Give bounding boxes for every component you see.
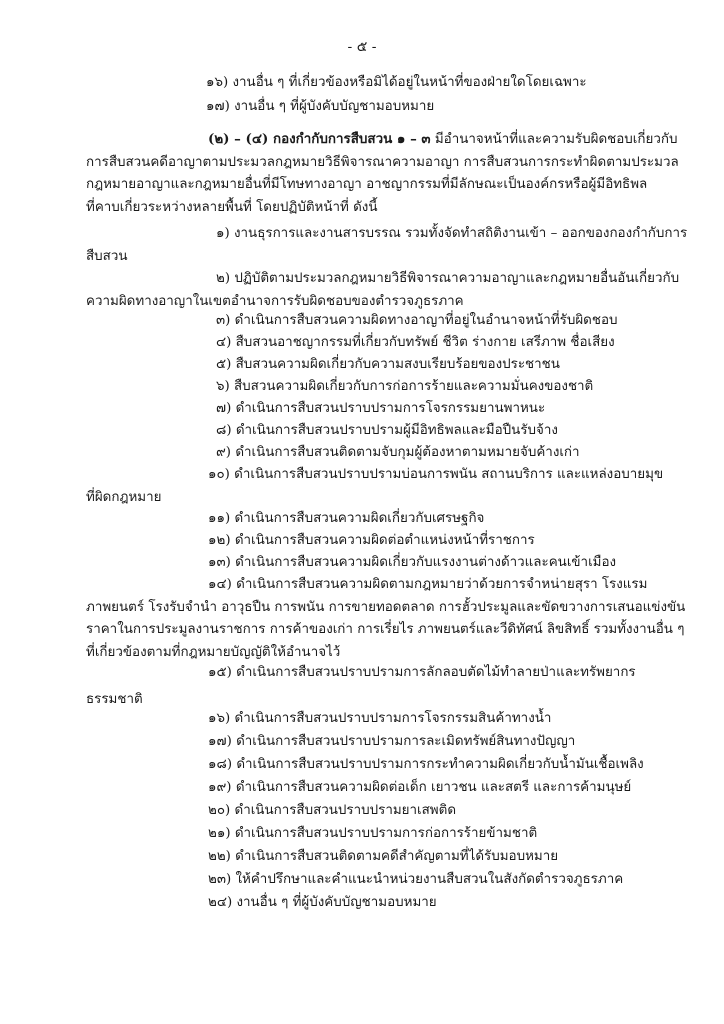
- item-text: งานอื่น ๆ ที่ผู้บังคับบัญชามอบหมาย: [234, 99, 435, 114]
- item-text: งานธุรการและงานสารบรรณ รวมทั้งจัดทำสถิติงานเข้า – ออกของกองกำกับการ: [234, 226, 688, 241]
- list-item: [86, 464, 664, 509]
- item-number: ๗): [216, 401, 232, 416]
- list-item: [86, 223, 688, 268]
- list-item: [216, 442, 580, 465]
- section-heading: (๒) – (๔) กองกำกับการสืบสวน ๑ – ๓: [208, 131, 431, 147]
- item-number: ๑): [216, 226, 230, 241]
- section-intro-line: กฎหมายอาญาและกฎหมายอื่นที่มีโทษทางอาญา อาชญากรรมที่มีลักษณะเป็นองค์กรหรือผู้มีอิทธิพล: [86, 177, 648, 193]
- item-continuation: ที่ผิดกฎหมาย: [86, 489, 162, 505]
- item-text: งานอื่น ๆ ที่ผู้บังคับบัญชามอบหมาย: [236, 895, 437, 910]
- list-item: [208, 892, 437, 915]
- list-item: [206, 72, 587, 95]
- item-text: สืบสวนความผิดเกี่ยวกับความสงบเรียบร้อยของประชาชน: [235, 357, 560, 372]
- item-number: ๑๔): [208, 577, 232, 592]
- list-item: [216, 332, 615, 355]
- list-item: [208, 708, 551, 731]
- item-number: ๑๖): [208, 711, 231, 726]
- item-text: ให้คำปรึกษาและคำแนะนำหน่วยงานสืบสวนในสังกัดตำรวจภูธรภาค: [235, 872, 624, 887]
- item-number: ๒๓): [208, 872, 232, 887]
- item-text: ดำเนินการสืบสวนติดตามจับกุมผู้ต้องหาตามหมายจับค้างเก่า: [235, 445, 580, 460]
- item-text: สืบสวนความผิดเกี่ยวกับการก่อการร้ายและความมั่นคงของชาติ: [234, 379, 594, 394]
- item-text: ปฏิบัติตามประมวลกฎหมายวิธีพิจารณาความอาญาและกฎหมายอื่นอันเกี่ยวกับ: [234, 271, 680, 286]
- item-text: ดำเนินการสืบสวนปราบปรามยาเสพติด: [234, 803, 457, 818]
- item-number: ๔): [216, 335, 232, 350]
- section-intro-line: ที่คาบเกี่ยวระหว่างหลายพื้นที่ โดยปฏิบัติหน้าที่ ดังนี้: [86, 199, 378, 215]
- list-item: [86, 662, 652, 711]
- list-item: [86, 574, 686, 664]
- item-text: ดำเนินการสืบสวนความผิดเกี่ยวกับเศรษฐกิจ: [234, 511, 485, 526]
- item-text: ดำเนินการสืบสวนความผิดตามกฎหมายว่าด้วยการจำหน่ายสุรา โรงแรม: [236, 577, 648, 592]
- list-item: [216, 376, 593, 399]
- list-item: [208, 530, 535, 553]
- item-number: ๑๙): [208, 780, 232, 795]
- item-number: ๑๗): [208, 734, 232, 749]
- list-item: [208, 552, 616, 575]
- item-text: ดำเนินการสืบสวนปราบปรามผู้มีอิทธิพลและมือปืนรับจ้าง: [235, 423, 558, 438]
- item-number: ๑๖): [206, 75, 229, 90]
- item-text: ดำเนินการสืบสวนปราบปรามการกระทำความผิดเกี่ยวกับน้ำมันเชื้อเพลิง: [236, 757, 644, 772]
- list-item: [216, 310, 618, 333]
- list-item: [208, 508, 484, 531]
- item-text: ดำเนินการสืบสวนปราบปรามการลักลอบตัดไม้ทำลายป่าและทรัพยากร: [236, 665, 636, 680]
- item-text: ดำเนินการสืบสวนความผิดทางอาญาที่อยู่ในอำนาจหน้าที่รับผิดชอบ: [234, 313, 618, 328]
- item-text: ดำเนินการสืบสวนปราบปรามการโจรกรรมยานพาหนะ: [235, 401, 546, 416]
- item-text: ดำเนินการสืบสวนปราบปรามการละเมิดทรัพย์สินทางปัญญา: [236, 734, 576, 749]
- list-item: [216, 354, 560, 377]
- item-number: ๑๘): [208, 757, 233, 772]
- item-continuation: ที่เกี่ยวข้องตามที่กฎหมายบัญญัติให้อำนาจไว้: [86, 644, 341, 660]
- item-continuation: ราคาในการประมูลงานราชการ การค้าของเก่า การเรี่ยไร ภาพยนตร์และวีดิทัศน์ ลิขสิทธิ์ รวมทั้งงานอื่น ๆ: [86, 622, 685, 638]
- section-intro-line: การสืบสวนคดีอาญาตามประมวลกฎหมายวิธีพิจารณาความอาญา การสืบสวนการกระทำผิดตามประมวล: [86, 154, 679, 170]
- item-number: ๒๔): [208, 895, 233, 910]
- item-number: ๙): [216, 445, 232, 460]
- item-text: ดำเนินการสืบสวนความผิดต่อตำแหน่งหน้าที่ราชการ: [234, 533, 535, 548]
- section-intro-first: มีอำนาจหน้าที่และความรับผิดชอบเกี่ยวกับ: [430, 132, 678, 147]
- item-text: ดำเนินการสืบสวนปราบปรามบ่อนการพนัน สถานบริการ และแหล่งอบายมุข: [234, 467, 664, 482]
- item-continuation: ธรรมชาติ: [86, 691, 143, 707]
- item-text: ดำเนินการสืบสวนติดตามคดีสำคัญตามที่ได้รับมอบหมาย: [235, 849, 559, 864]
- item-text: ดำเนินการสืบสวนความผิดต่อเด็ก เยาวชน และสตรี และการค้ามนุษย์: [235, 780, 632, 795]
- item-number: ๑๓): [208, 555, 231, 570]
- list-item: [206, 96, 434, 119]
- item-text: งานอื่น ๆ ที่เกี่ยวข้องหรือมิได้อยู่ในหน้าที่ของฝ่ายใดโดยเฉพาะ: [232, 75, 587, 90]
- item-number: ๑๗): [206, 99, 230, 114]
- list-item: [86, 268, 680, 313]
- item-number: ๒๐): [208, 803, 231, 818]
- list-item: [208, 869, 623, 892]
- item-number: ๑๐): [208, 467, 230, 482]
- list-item: [208, 777, 631, 800]
- item-continuation: สืบสวน: [86, 248, 128, 264]
- item-number: ๑๕): [208, 665, 232, 680]
- list-item: [208, 846, 558, 869]
- list-item: [216, 398, 545, 421]
- list-item: [208, 800, 456, 823]
- item-continuation: ภาพยนตร์ โรงรับจำนำ อาวุธปืน การพนัน การขายทอดตลาด การฮั้วประมูลและขัดขวางการเสนอแข่งขัน: [86, 599, 686, 615]
- item-number: ๘): [216, 423, 232, 438]
- list-item: [216, 420, 558, 443]
- list-item: [208, 731, 575, 754]
- item-text: ดำเนินการสืบสวนปราบปรามการโจรกรรมสินค้าทางน้ำ: [234, 711, 552, 726]
- item-text: ดำเนินการสืบสวนความผิดเกี่ยวกับแรงงานต่างด้าวและคนเข้าเมือง: [235, 555, 617, 570]
- item-text: ดำเนินการสืบสวนปราบปรามการก่อการร้ายข้ามชาติ: [234, 826, 538, 841]
- item-number: ๒): [216, 271, 231, 286]
- item-number: ๑๑): [208, 511, 231, 526]
- item-number: ๓): [216, 313, 231, 328]
- item-number: ๒๒): [208, 849, 231, 864]
- item-number: ๕): [216, 357, 232, 372]
- item-text: สืบสวนอาชญากรรมที่เกี่ยวกับทรัพย์ ชีวิต ร่างกาย เสรีภาพ ชื่อเสียง: [235, 335, 615, 350]
- list-item: [208, 754, 644, 777]
- item-number: ๑๒): [208, 533, 231, 548]
- list-item: [208, 823, 537, 846]
- item-number: ๖): [216, 379, 230, 394]
- section-intro: [86, 128, 679, 219]
- item-continuation: ความผิดทางอาญาในเขตอำนาจการรับผิดชอบของตำรวจภูธรภาค: [86, 293, 464, 309]
- item-number: ๒๑): [208, 826, 231, 841]
- page-number: - ๕ -: [347, 39, 377, 55]
